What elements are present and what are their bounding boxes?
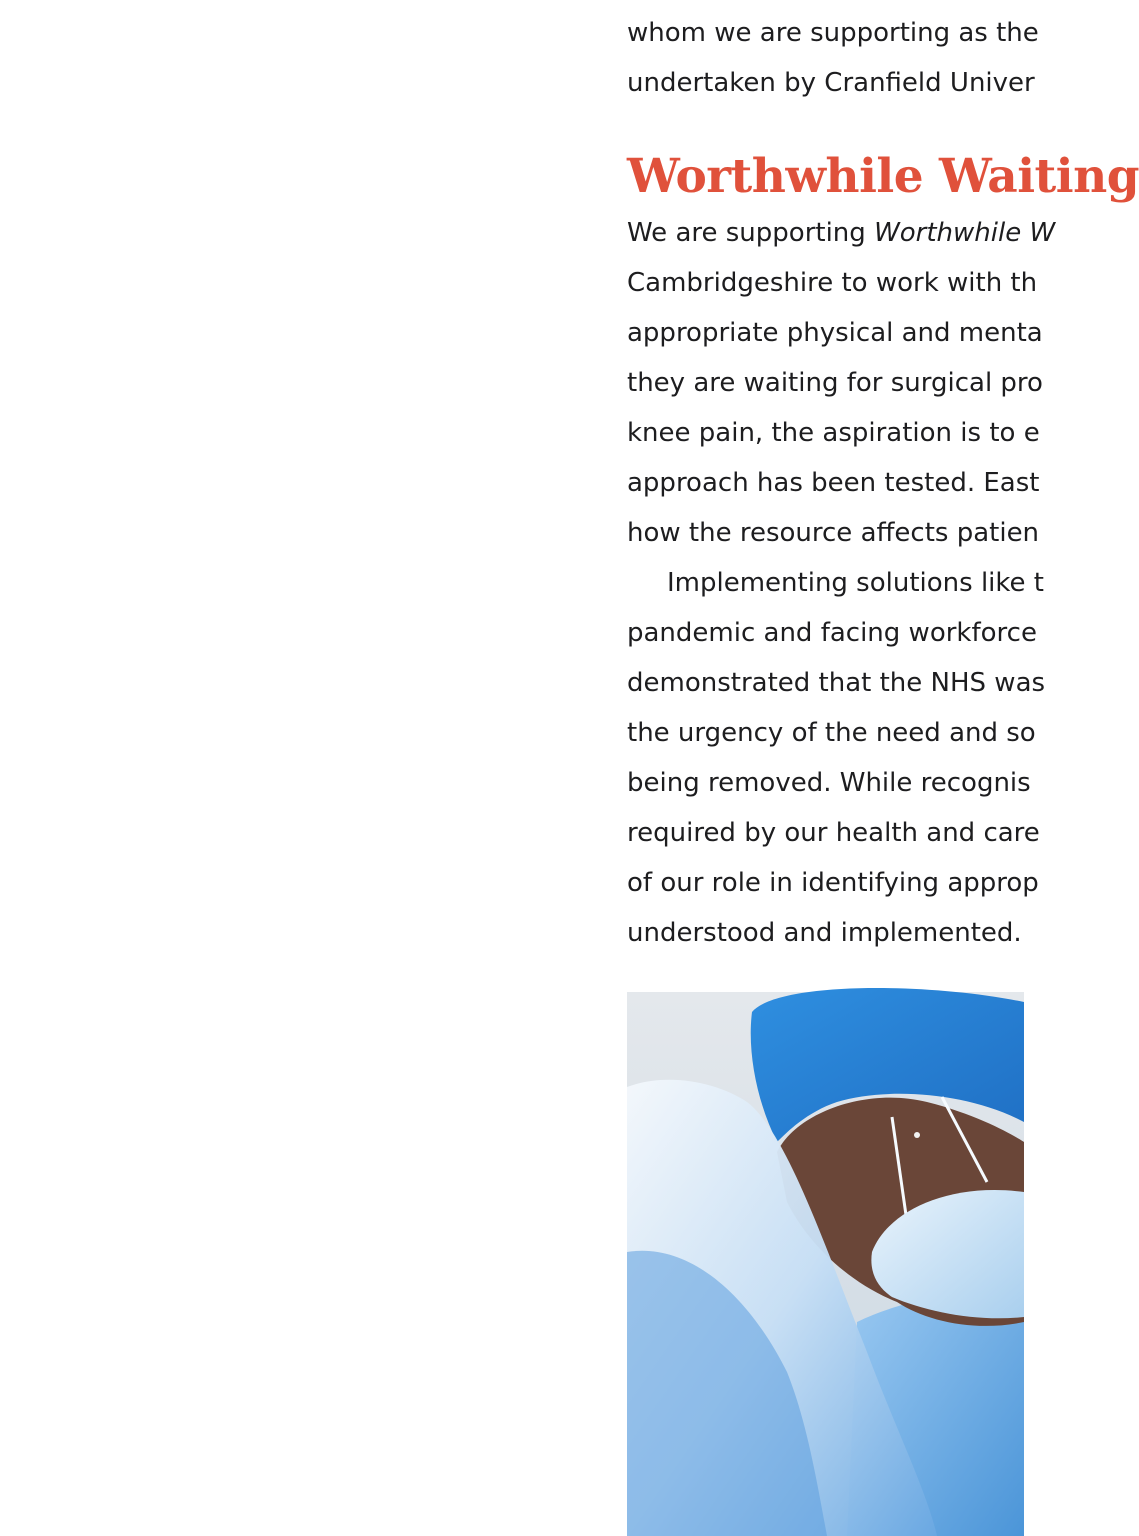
text-line: demonstrated that the NHS was [627,668,1046,698]
text-line: undertaken by Cranfield Univer [627,68,1035,98]
surgeon-illustration [627,992,1024,1536]
text-line: of our role in identifying approp [627,868,1039,898]
italic-title: Worthwhile W [874,218,1056,248]
text-line: Cambridgeshire to work with th [627,268,1038,298]
text-line [627,208,1055,258]
text-line: whom we are supporting as the [627,18,1039,48]
earring [914,1132,920,1138]
section-heading: Worthwhile Waiting [627,149,1139,204]
text-line: approach has been tested. East [627,468,1040,498]
text-line: required by our health and care [627,818,1040,848]
text-line: they are waiting for surgical pro [627,368,1043,398]
article-column [627,0,1139,1536]
text-line: how the resource affects patien [627,518,1040,548]
body-paragraphs [627,208,1055,958]
intro-paragraph [627,8,1039,108]
text-line: knee pain, the aspiration is to e [627,418,1040,448]
text-line: appropriate physical and menta [627,318,1043,348]
text-line: pandemic and facing workforce [627,618,1037,648]
text-run: We are supporting [627,218,875,248]
text-line: being removed. While recognis [627,768,1031,798]
text-line: understood and implemented. [627,918,1022,948]
surgeon-photo [627,992,1024,1536]
text-line: Implementing solutions like t [667,568,1044,598]
text-line: the urgency of the need and so [627,718,1036,748]
